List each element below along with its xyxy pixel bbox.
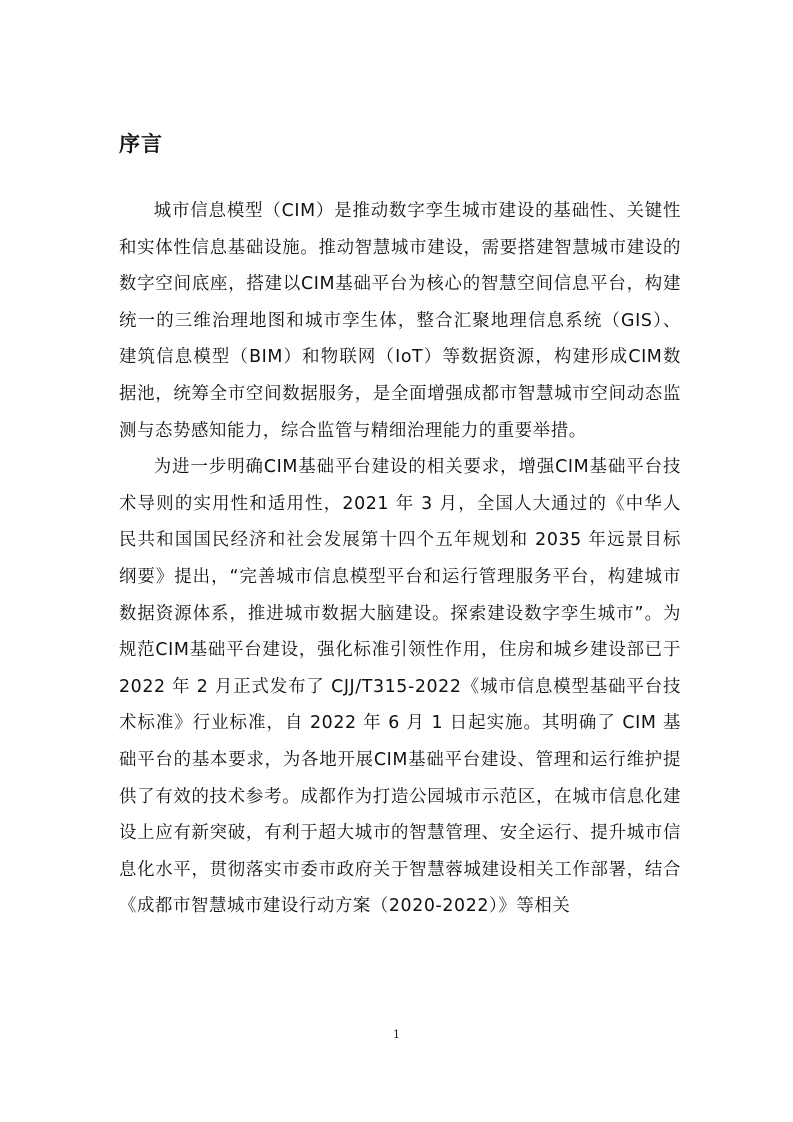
page-title: 序言 <box>119 132 163 156</box>
body-text <box>119 193 681 925</box>
paragraph-2: 为进一步明确CIM基础平台建设的相关要求，增强CIM基础平台技术导则的实用性和适用性，2021 年 3 月，全国人大通过的《中华人民共和国国民经济和社会发展第十四个五年规划和 2035 年远景目标纲要》提出，“完善城市信息模型平台和运行管理服务平台，构建城市数据资源体系，推进城市数据大脑建设。探索建设数字孪生城市”。为规范CIM基础平台建设，强化标准引领性作用，住房和城乡建设部已于 2022 年 2 月正式发布了 CJJ/T315-2022《城市信息模型基础平台技术标准》行业标准，自 2022 年 6 月 1 日起实施。其明确了 CIM 基础平台的基本要求，为各地开展CIM基础平台建设、管理和运行维护提供了有效的技术参考。成都作为打造公园城市示范区，在城市信息化建设上应有新突破，有利于超大城市的智慧管理、安全运行、提升城市信息化水平，贯彻落实市委市政府关于智慧蓉城建设相关工作部署，结合《成都市智慧城市建设行动方案（2020-2022）》等相关 <box>119 457 681 917</box>
page-number: 1 <box>393 1028 400 1041</box>
paragraph-1: 城市信息模型（CIM）是推动数字孪生城市建设的基础性、关键性和实体性信息基础设施。推动智慧城市建设，需要搭建智慧城市建设的数字空间底座，搭建以CIM基础平台为核心的智慧空间信息平台，构建统一的三维治理地图和城市孪生体，整合汇聚地理信息系统（GIS）、建筑信息模型（BIM）和物联网（IoT）等数据资源，构建形成CIM数据池，统筹全市空间数据服务，是全面增强成都市智慧城市空间动态监测与态势感知能力，综合监管与精细治理能力的重要举措。 <box>119 201 681 441</box>
